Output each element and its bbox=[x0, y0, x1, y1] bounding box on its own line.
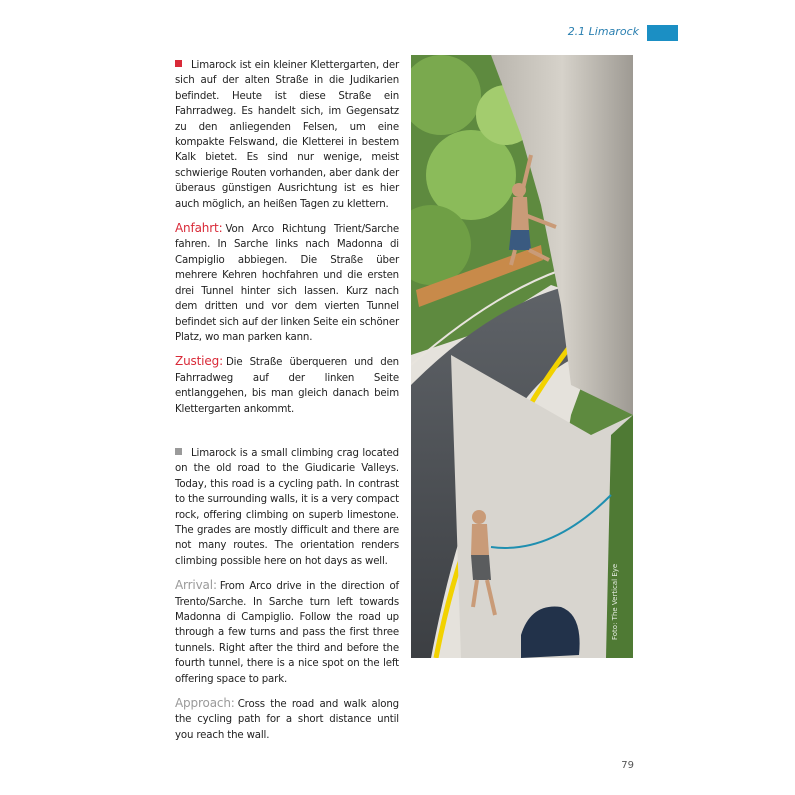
red-square-bullet-icon bbox=[175, 60, 182, 67]
german-access-label: Anfahrt: bbox=[175, 221, 223, 236]
gray-square-bullet-icon bbox=[175, 448, 182, 455]
german-access-text: Von Arco Richtung Trient/Sarche fahren. In Sarche links nach Madonna di Campiglio abbiegen. Die Straße über mehrere Kehren hochfahren und die ersten drei Tunnel hinter sich lassen. Kurz nach dem dritten und vor dem vierten Tunnel befindet sich auf der linken Seite ein schöner Platz, wo man parken kann. bbox=[175, 224, 399, 343]
photo-credit: Foto: The Vertical Eye bbox=[611, 563, 619, 640]
german-intro-paragraph bbox=[175, 58, 399, 212]
english-intro-paragraph bbox=[175, 446, 399, 569]
english-intro-text: Limarock is a small climbing crag located on the old road to the Giudicarie Valleys. Today, this road is a cycling path. In contrast to the surrounding walls, it is a very compact rock, offering climbing on superb limestone. The grades are mostly difficult and there are not many routes. The orientation renders climbing possible here on hot days as well. bbox=[175, 447, 399, 567]
page-number: 79 bbox=[621, 760, 634, 771]
english-approach-text: Cross the road and walk along the cycling path for a short distance until you reach the wall. bbox=[175, 699, 399, 741]
section-tab-marker bbox=[647, 25, 678, 41]
german-intro-text: Limarock ist ein kleiner Klettergarten, der sich auf der alten Straße in die Judikarien befindet. Heute ist diese Straße ein Fahrradweg. Es handelt sich, im Gegensatz zu den anliegenden Felsen, um eine kompakte Felswand, die Kletterei in bestem Kalk bietet. Es sind nur wenige, meist schwierige Routen vorhanden, aber dank der überaus günstigen Ausrichtung ist es hier auch möglich, an heißen Tagen zu klettern. bbox=[175, 60, 399, 210]
german-access-paragraph bbox=[175, 221, 399, 345]
english-approach-label: Approach: bbox=[175, 696, 235, 711]
climbing-photo bbox=[411, 55, 633, 658]
german-approach-paragraph bbox=[175, 354, 399, 417]
english-approach-paragraph bbox=[175, 696, 399, 743]
english-access-label: Arrival: bbox=[175, 578, 217, 593]
section-title: 2.1 Limarock bbox=[567, 25, 639, 38]
german-approach-label: Zustieg: bbox=[175, 354, 223, 369]
english-access-paragraph bbox=[175, 578, 399, 687]
english-access-text: From Arco drive in the direction of Trento/Sarche. In Sarche turn left towards Madonna di Campiglio. Follow the road up through a few turns and pass the first three tunnels. Right after the third and before the fourth tunnel, there is a nice spot on the left offering space to park. bbox=[175, 581, 399, 685]
language-divider-space bbox=[175, 426, 399, 446]
text-column bbox=[175, 58, 399, 752]
german-approach-text: Die Straße überqueren und den Fahrradweg auf der linken Seite entlanggehen, bis man gleich danach beim Klettergarten ankommt. bbox=[175, 357, 399, 415]
climbing-photo-illustration bbox=[411, 55, 633, 658]
